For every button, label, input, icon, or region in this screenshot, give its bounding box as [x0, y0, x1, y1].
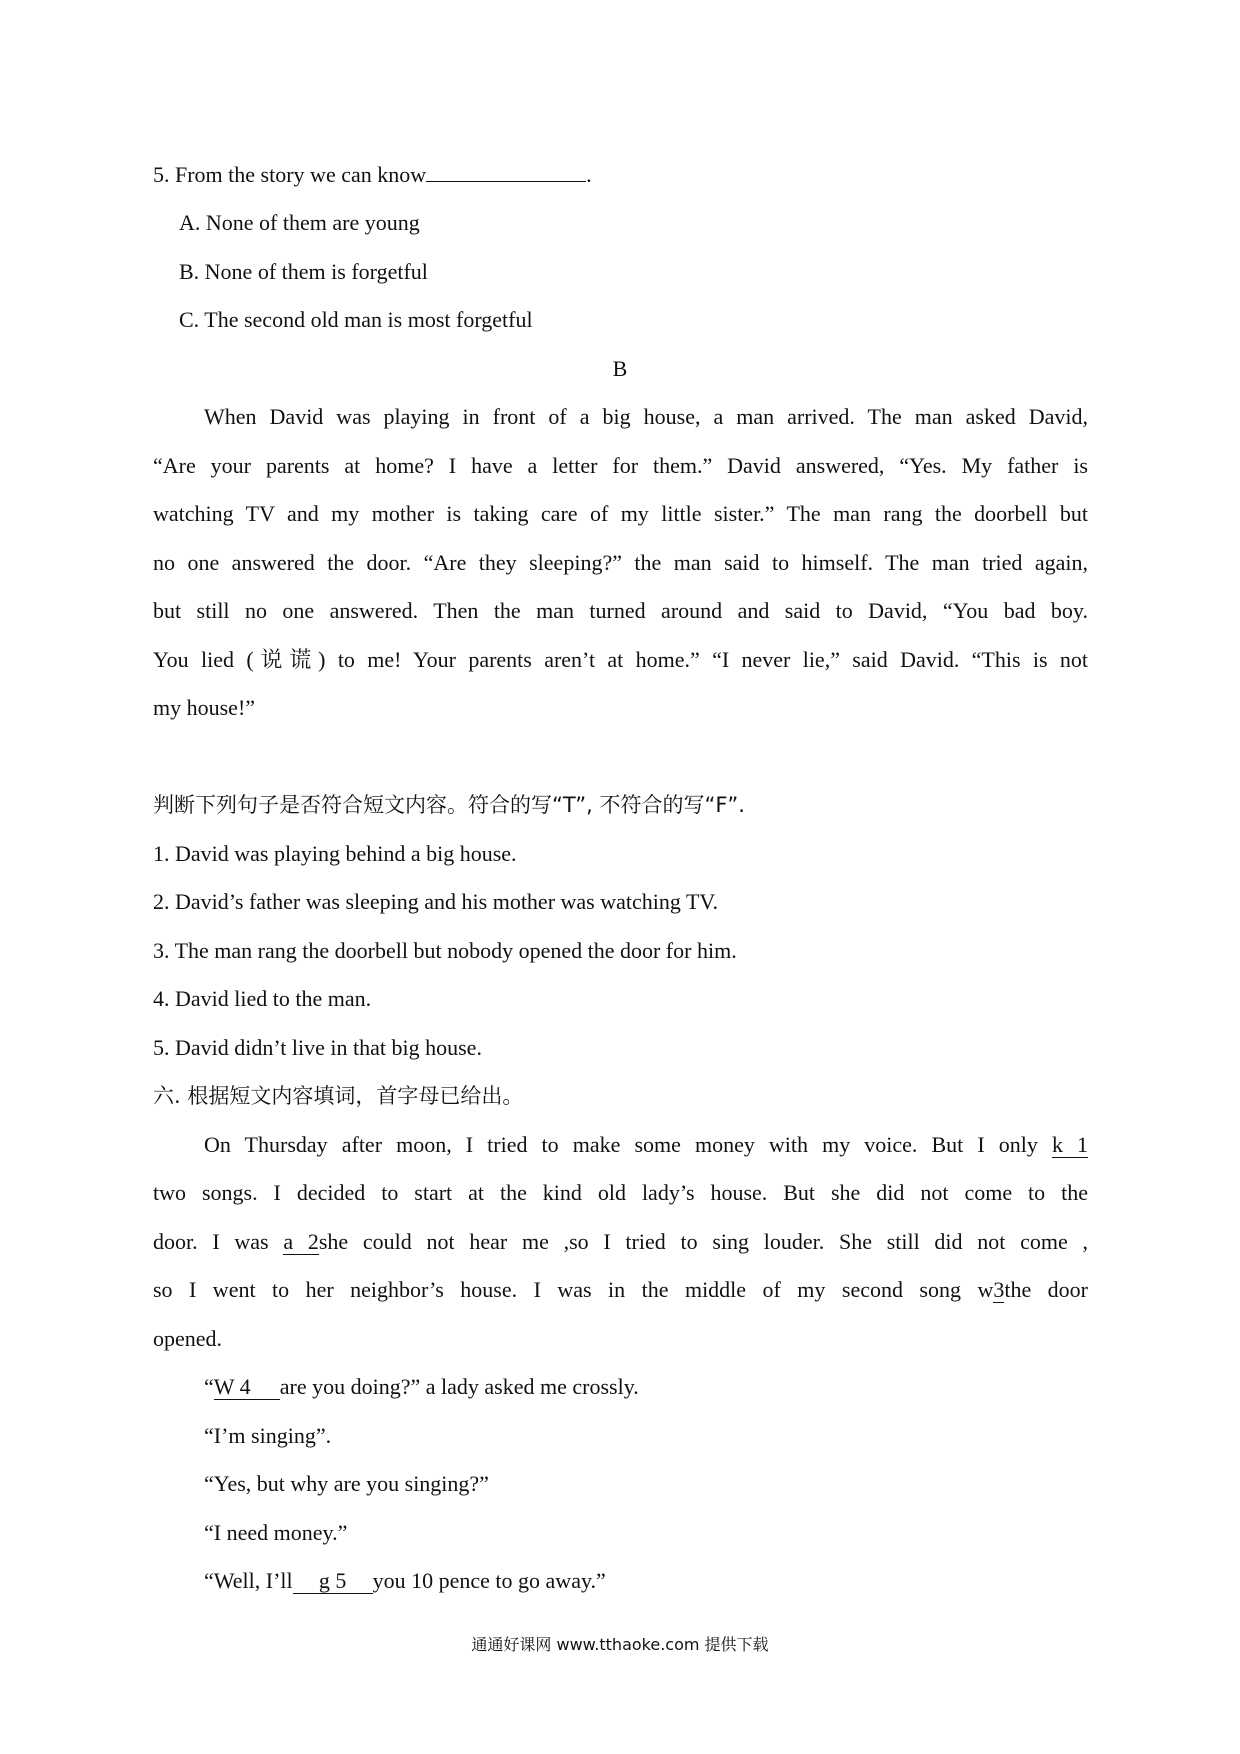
- section6-line-4: so I went to her neighbor’s house. I was in the middle of my second song w3the door: [153, 1277, 1088, 1302]
- passage-b-heading: B: [612, 356, 628, 381]
- tf-item-2: 2. David’s father was sleeping and his mother was watching TV.: [153, 889, 718, 914]
- dialog-line-3: “Yes, but why are you singing?”: [204, 1471, 489, 1496]
- q5-answer-blank: [426, 181, 586, 182]
- section6-heading: 六. 根据短文内容填词，首字母已给出。: [153, 1084, 524, 1108]
- tf-instruction: 判断下列句子是否符合短文内容。符合的写“T”, 不符合的写“F”.: [153, 793, 745, 817]
- cloze-blank-2: a 2: [283, 1229, 319, 1254]
- section6-line-5: opened.: [153, 1326, 223, 1351]
- section6-line-3: door. I was a 2she could not hear me ,so I tried to sing louder. She still did not come ,: [153, 1229, 1088, 1254]
- tf-item-1: 1. David was playing behind a big house.: [153, 841, 517, 866]
- passage-b-last-line: my house!”: [153, 695, 256, 720]
- section6-line-1: On Thursday after moon, I tried to make some money with my voice. But I only k 1: [204, 1132, 1088, 1157]
- section6-line-2: two songs. I decided to start at the kind old lady’s house. But she did not come to the: [153, 1180, 1088, 1205]
- cloze-blank-3: 3: [993, 1277, 1005, 1302]
- cloze-blank-1: k 1: [1051, 1132, 1088, 1157]
- passage-b-line: When David was playing in front of a big house, a man arrived. The man asked David,: [204, 404, 1088, 429]
- tf-item-3: 3. The man rang the doorbell but nobody opened the door for him.: [153, 938, 737, 963]
- passage-b-line: but still no one answered. Then the man turned around and said to David, “You bad boy.: [153, 598, 1088, 623]
- page-footer: 通通好课网 www.tthaoke.com 提供下载: [471, 1635, 769, 1654]
- passage-b-line: watching TV and my mother is taking care of my little sister.” The man rang the doorbell but: [153, 501, 1088, 526]
- passage-b-line: no one answered the door. “Are they sleeping?” the man said to himself. The man tried again,: [153, 550, 1088, 575]
- passage-b-line: “Are your parents at home? I have a letter for them.” David answered, “Yes. My father is: [153, 453, 1088, 478]
- q5-option-a: A. None of them are young: [179, 210, 420, 235]
- q5-option-c: C. The second old man is most forgetful: [179, 307, 533, 332]
- cloze-blank-4: W 4: [214, 1375, 280, 1400]
- cloze-blank-5: g 5: [293, 1569, 373, 1594]
- passage-b-line: You lied (说谎) to me! Your parents aren’t at home.” “I never lie,” said David. “This is not: [153, 647, 1088, 672]
- dialog-line-1: “W 4 are you doing?” a lady asked me crossly.: [204, 1374, 639, 1399]
- tf-item-5: 5. David didn’t live in that big house.: [153, 1035, 482, 1060]
- dialog-line-5: “Well, I’ll g 5 you 10 pence to go away.”: [204, 1568, 606, 1593]
- tf-item-4: 4. David lied to the man.: [153, 986, 372, 1011]
- q5-stem: 5. From the story we can know .: [153, 162, 592, 187]
- q5-option-b: B. None of them is forgetful: [179, 259, 428, 284]
- dialog-line-4: “I need money.”: [204, 1520, 348, 1545]
- dialog-line-2: “I’m singing”.: [204, 1423, 332, 1448]
